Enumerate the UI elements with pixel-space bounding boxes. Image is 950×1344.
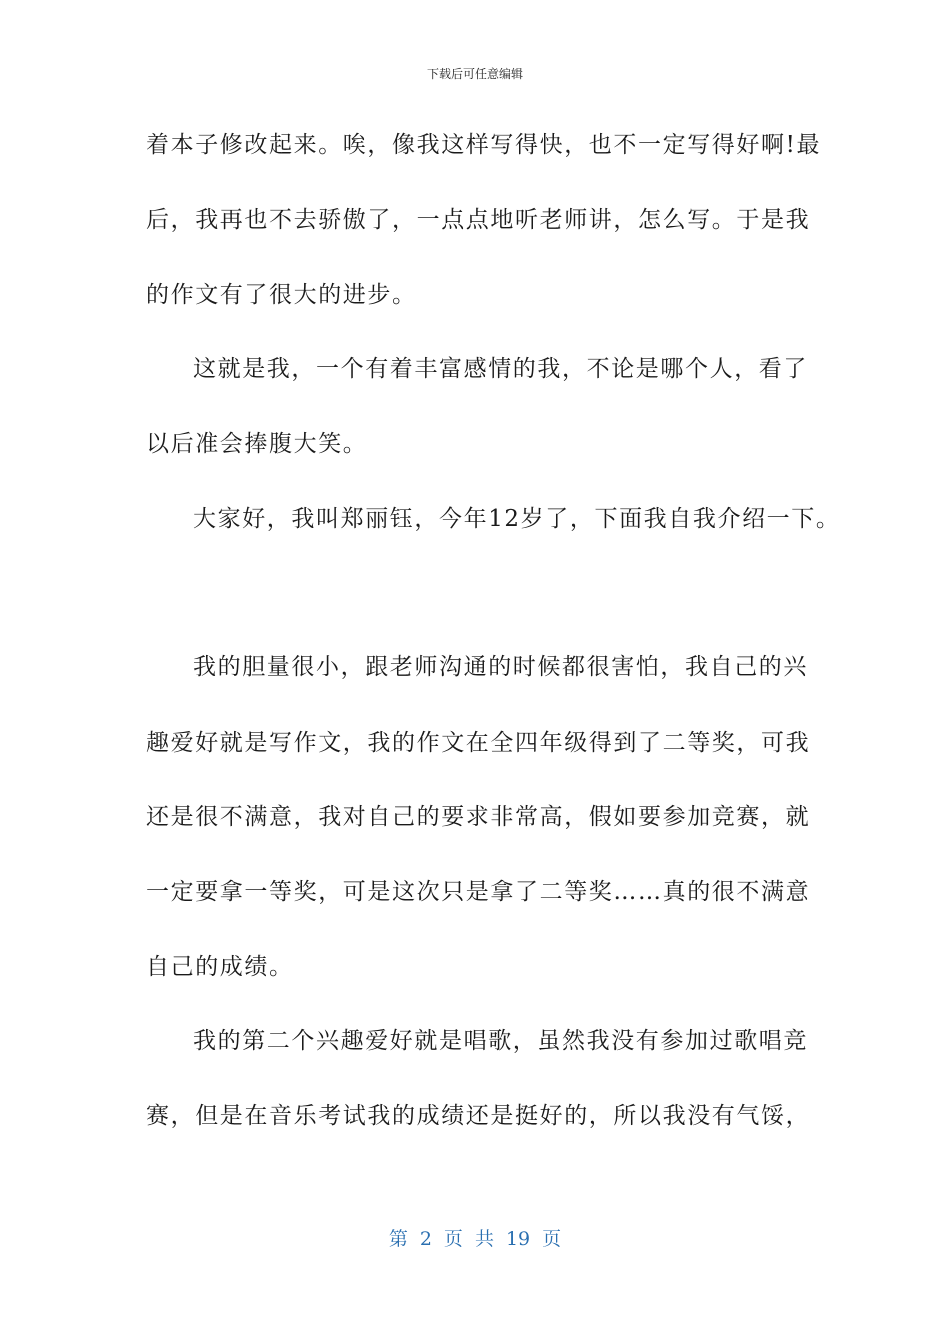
current-page-number: 2 [419,1228,432,1250]
paragraph-start-line: 这就是我，一个有着丰富感情的我，不论是哪个人，看了 [193,356,808,382]
text-line: 一定要拿一等奖，可是这次只是拿了二等奖……真的很不满意 [146,879,811,905]
text-line: 自己的成绩。 [146,954,294,980]
text-line: 着本子修改起来。唉，像我这样写得快，也不一定写得好啊!最 [146,132,822,158]
paragraph-start-line: 我的第二个兴趣爱好就是唱歌，虽然我没有参加过歌唱竞 [193,1028,808,1054]
page-header: 下载后可任意编辑 [426,67,523,81]
text-line: 趣爱好就是写作文，我的作文在全四年级得到了二等奖，可我 [146,730,811,756]
footer-prefix: 第 [388,1228,408,1250]
text-line: 的作文有了很大的进步。 [146,282,417,308]
text-line: 以后准会捧腹大笑。 [146,431,368,457]
paragraph-start-line: 大家好，我叫郑丽钰，今年12岁了，下面我自我介绍一下。 [193,506,841,532]
footer-suffix: 页 [542,1228,562,1250]
paragraph-start-line: 我的胆量很小，跟老师沟通的时候都很害怕，我自己的兴 [193,654,808,680]
text-line: 后，我再也不去骄傲了，一点点地听老师讲，怎么写。于是我 [146,207,811,233]
footer-middle: 页 共 [443,1228,494,1250]
page-number-footer [0,1226,950,1252]
total-page-count: 19 [505,1228,531,1250]
text-line: 赛，但是在音乐考试我的成绩还是挺好的，所以我没有气馁， [146,1103,811,1129]
text-line: 还是很不满意，我对自己的要求非常高，假如要参加竞赛，就 [146,804,811,830]
